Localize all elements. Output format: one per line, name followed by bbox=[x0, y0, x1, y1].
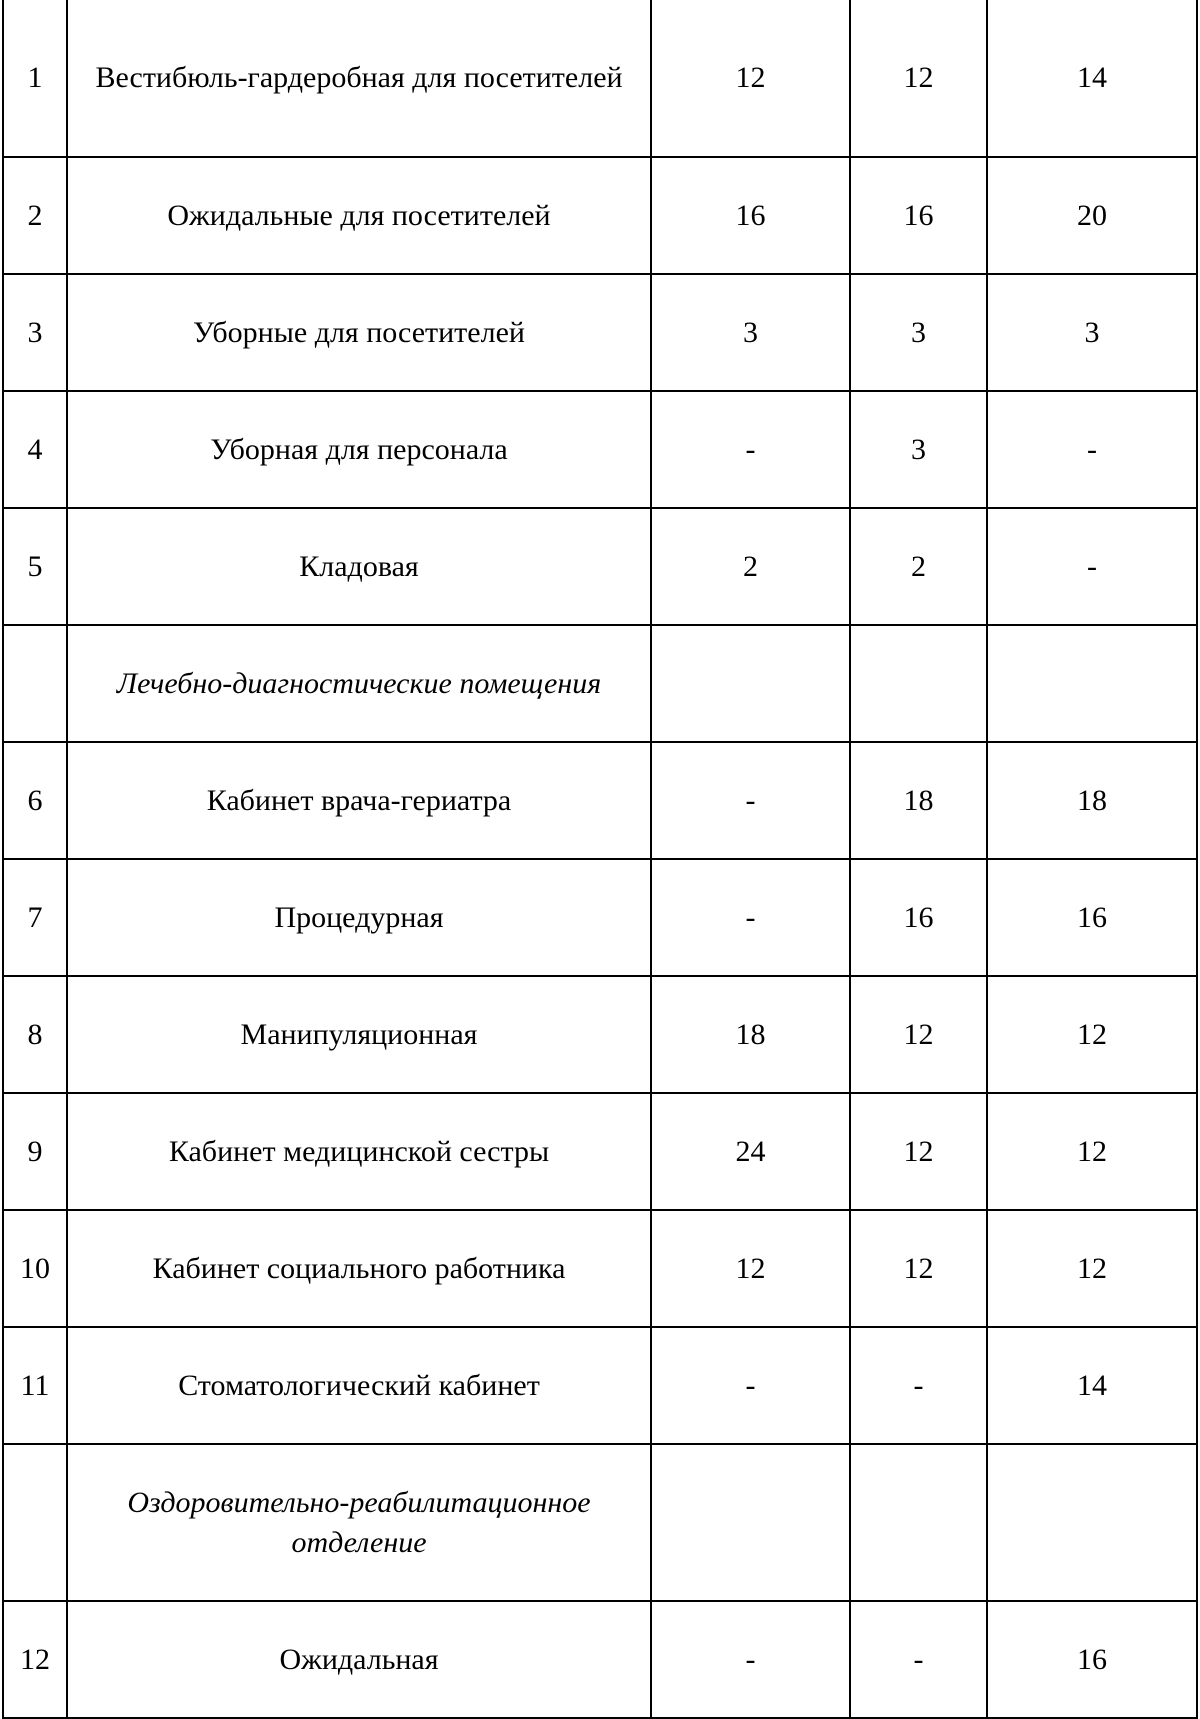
value-cell-1: - bbox=[651, 859, 850, 976]
value-cell-3: 3 bbox=[987, 274, 1197, 391]
table-row bbox=[3, 976, 1197, 1093]
value-cell-3: 12 bbox=[987, 976, 1197, 1093]
value-cell-1: 2 bbox=[651, 508, 850, 625]
table-row bbox=[3, 391, 1197, 508]
value-cell-1 bbox=[651, 625, 850, 742]
value-cell-3: - bbox=[987, 508, 1197, 625]
value-cell-3: 20 bbox=[987, 157, 1197, 274]
value-cell-3: 14 bbox=[987, 1327, 1197, 1444]
table-row bbox=[3, 0, 1197, 157]
section-title-cell: Оздоровительно-реабилитационное отделение bbox=[67, 1444, 651, 1601]
row-number-cell: 8 bbox=[3, 976, 67, 1093]
value-cell-2: 16 bbox=[850, 859, 987, 976]
table-row bbox=[3, 157, 1197, 274]
row-number-cell: 12 bbox=[3, 1601, 67, 1718]
room-name-cell: Кабинет врача-гериатра bbox=[67, 742, 651, 859]
value-cell-1: - bbox=[651, 742, 850, 859]
room-name-cell: Манипуляционная bbox=[67, 976, 651, 1093]
row-number-cell: 10 bbox=[3, 1210, 67, 1327]
section-title-cell: Лечебно-диагностические помещения bbox=[67, 625, 651, 742]
value-cell-2: 16 bbox=[850, 157, 987, 274]
row-number-cell: 1 bbox=[3, 0, 67, 157]
value-cell-1 bbox=[651, 1444, 850, 1601]
value-cell-1: - bbox=[651, 391, 850, 508]
value-cell-2: - bbox=[850, 1327, 987, 1444]
row-number-cell: 5 bbox=[3, 508, 67, 625]
row-number-cell: 9 bbox=[3, 1093, 67, 1210]
room-name-cell: Уборные для посетителей bbox=[67, 274, 651, 391]
section-header-row bbox=[3, 1444, 1197, 1601]
table-row bbox=[3, 1210, 1197, 1327]
value-cell-2: 12 bbox=[850, 976, 987, 1093]
value-cell-2: 2 bbox=[850, 508, 987, 625]
room-name-cell: Уборная для персонала bbox=[67, 391, 651, 508]
room-name-cell: Кабинет социального работника bbox=[67, 1210, 651, 1327]
value-cell-3 bbox=[987, 1444, 1197, 1601]
value-cell-2: - bbox=[850, 1601, 987, 1718]
room-name-cell: Кабинет медицинской сестры bbox=[67, 1093, 651, 1210]
value-cell-2: 12 bbox=[850, 1210, 987, 1327]
row-number-cell: 3 bbox=[3, 274, 67, 391]
value-cell-3: 12 bbox=[987, 1210, 1197, 1327]
value-cell-3: 12 bbox=[987, 1093, 1197, 1210]
table-row bbox=[3, 1327, 1197, 1444]
table-row bbox=[3, 859, 1197, 976]
row-number-cell bbox=[3, 625, 67, 742]
value-cell-2: 3 bbox=[850, 274, 987, 391]
value-cell-1: 12 bbox=[651, 0, 850, 157]
table-row bbox=[3, 274, 1197, 391]
value-cell-2: 3 bbox=[850, 391, 987, 508]
value-cell-3: 14 bbox=[987, 0, 1197, 157]
value-cell-3 bbox=[987, 625, 1197, 742]
value-cell-1: - bbox=[651, 1327, 850, 1444]
room-name-cell: Стоматологический кабинет bbox=[67, 1327, 651, 1444]
row-number-cell: 6 bbox=[3, 742, 67, 859]
value-cell-1: 3 bbox=[651, 274, 850, 391]
table-row bbox=[3, 508, 1197, 625]
room-name-cell: Ожидальные для посетителей bbox=[67, 157, 651, 274]
row-number-cell bbox=[3, 1444, 67, 1601]
room-name-cell: Ожидальная bbox=[67, 1601, 651, 1718]
value-cell-1: 16 bbox=[651, 157, 850, 274]
room-name-cell: Кладовая bbox=[67, 508, 651, 625]
value-cell-1: 18 bbox=[651, 976, 850, 1093]
room-name-cell: Процедурная bbox=[67, 859, 651, 976]
value-cell-3: - bbox=[987, 391, 1197, 508]
value-cell-1: 24 bbox=[651, 1093, 850, 1210]
value-cell-2: 12 bbox=[850, 0, 987, 157]
row-number-cell: 2 bbox=[3, 157, 67, 274]
value-cell-3: 16 bbox=[987, 1601, 1197, 1718]
value-cell-1: 12 bbox=[651, 1210, 850, 1327]
value-cell-2 bbox=[850, 1444, 987, 1601]
table-row bbox=[3, 742, 1197, 859]
value-cell-3: 18 bbox=[987, 742, 1197, 859]
row-number-cell: 4 bbox=[3, 391, 67, 508]
value-cell-3: 16 bbox=[987, 859, 1197, 976]
row-number-cell: 11 bbox=[3, 1327, 67, 1444]
rooms-area-table bbox=[2, 0, 1198, 1719]
value-cell-2: 18 bbox=[850, 742, 987, 859]
value-cell-2 bbox=[850, 625, 987, 742]
section-header-row bbox=[3, 625, 1197, 742]
value-cell-1: - bbox=[651, 1601, 850, 1718]
value-cell-2: 12 bbox=[850, 1093, 987, 1210]
row-number-cell: 7 bbox=[3, 859, 67, 976]
room-name-cell: Вестибюль-гардеробная для посетителей bbox=[67, 0, 651, 157]
table-row bbox=[3, 1093, 1197, 1210]
table-row bbox=[3, 1601, 1197, 1718]
